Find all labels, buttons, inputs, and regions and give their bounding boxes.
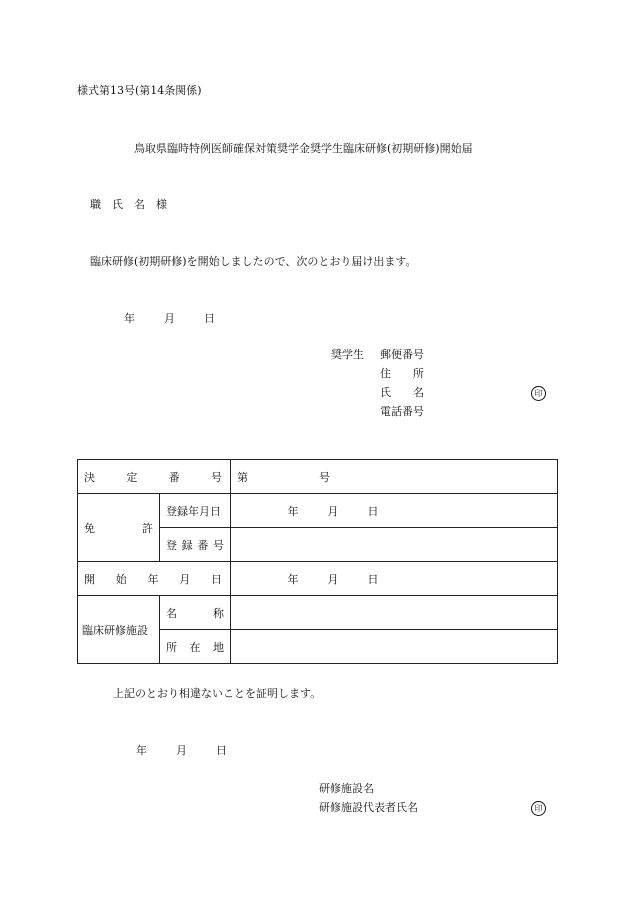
- seal-mark: 印: [531, 386, 546, 401]
- decision-number-suffix: 号: [319, 470, 330, 484]
- registration-table: [77, 459, 558, 664]
- statement: 臨床研修(初期研修)を開始しましたので、次のとおり届け出ます。: [90, 255, 417, 268]
- representative-seal-mark: 印: [531, 801, 546, 816]
- day-label: 日: [204, 312, 215, 325]
- month-label: 月: [176, 744, 187, 757]
- day-label: 日: [216, 744, 227, 757]
- form-number: 様式第13号(第14条関係): [77, 84, 202, 97]
- table-row: [78, 460, 558, 494]
- registration-date-cell: 年 月 日: [231, 494, 558, 528]
- start-date-label-cell: 開 始 年 月 日: [78, 562, 231, 596]
- student-role-label: 奨学生: [331, 348, 364, 361]
- facility-label-cell: 臨床研修施設: [78, 596, 160, 664]
- decision-number-label-cell: 決 定 番 号: [78, 460, 231, 494]
- submission-date: [124, 312, 215, 326]
- facility-name-signature-label: 研修施設名: [319, 782, 374, 795]
- phone-label: 電話番号: [380, 405, 424, 418]
- decision-number-cell: [231, 460, 558, 494]
- year-label: 年: [136, 744, 147, 757]
- name-label: 氏 名: [380, 386, 424, 399]
- certification-date: [136, 744, 227, 758]
- month-label: 月: [164, 312, 175, 325]
- facility-name-label-cell: 名 称: [160, 596, 231, 630]
- table-row: [78, 494, 558, 528]
- representative-name-label: 研修施設代表者氏名: [319, 801, 418, 814]
- facility-address-label-cell: 所 在 地: [160, 630, 231, 664]
- addressee: 職 氏 名 様: [90, 198, 167, 211]
- table-row: [78, 596, 558, 630]
- certification-statement: 上記のとおり相違ないことを証明します。: [113, 687, 322, 700]
- facility-name-cell: [231, 596, 558, 630]
- license-label-cell: 免 許: [78, 494, 160, 562]
- postal-code-label: 郵便番号: [380, 348, 424, 361]
- registration-number-cell: [231, 528, 558, 562]
- document-title: 鳥取県臨時特例医師確保対策奨学金奨学生臨床研修(初期研修)開始届: [134, 142, 473, 155]
- decision-number-prefix: 第: [237, 470, 248, 484]
- facility-address-cell: [231, 630, 558, 664]
- registration-number-label-cell: 登 録 番 号: [160, 528, 231, 562]
- address-label: 住 所: [380, 367, 424, 380]
- table-row: [78, 562, 558, 596]
- start-date-cell: 年 月 日: [231, 562, 558, 596]
- registration-date-label: 登録年月日: [160, 494, 231, 528]
- year-label: 年: [124, 312, 135, 325]
